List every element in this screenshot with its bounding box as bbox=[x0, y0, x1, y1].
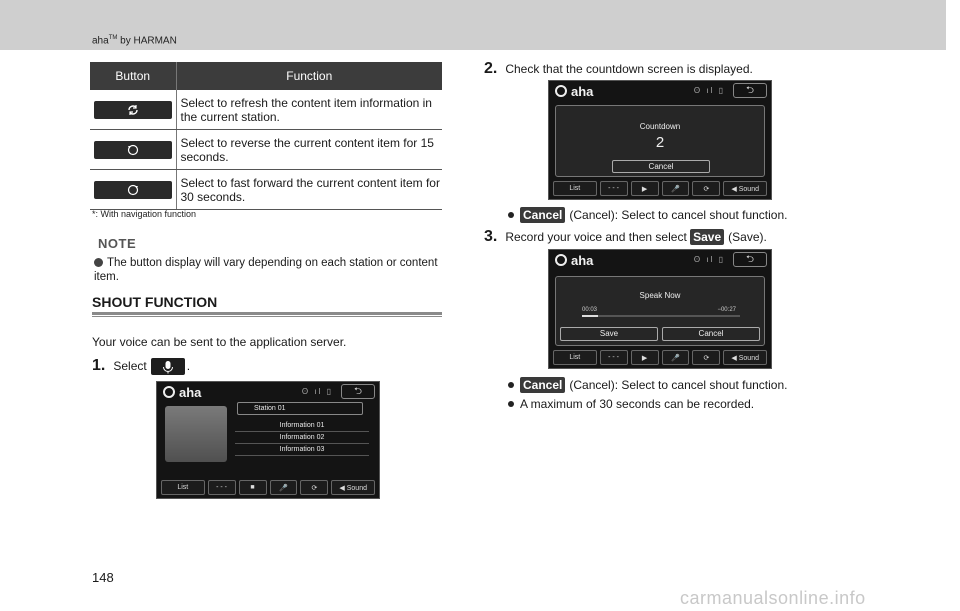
bullet-icon bbox=[508, 401, 514, 407]
info-line: Information 01 bbox=[235, 420, 369, 432]
list-button[interactable]: List bbox=[161, 480, 205, 495]
speak-dialog bbox=[555, 276, 765, 346]
dash-button[interactable]: - - - bbox=[600, 350, 628, 365]
station-screen bbox=[156, 381, 380, 499]
step-2: 2. Check that the countdown screen is displayed. bbox=[484, 60, 753, 77]
function-text: Select to refresh the content item information in the current station. bbox=[176, 90, 442, 130]
sound-button[interactable]: ◀ Sound bbox=[723, 181, 767, 196]
cancel-button[interactable]: Cancel bbox=[612, 160, 710, 173]
step-3: 3. Record your voice and then select Save (Save). bbox=[484, 228, 767, 245]
back-button[interactable]: ⮌ bbox=[733, 252, 767, 267]
cancel-tag: Cancel bbox=[520, 207, 565, 223]
bullet-icon bbox=[508, 382, 514, 388]
section-intro: Your voice can be sent to the application server. bbox=[92, 335, 347, 349]
status-icons: ʘ ıl ▯ bbox=[693, 255, 725, 264]
cancel-button[interactable]: Cancel bbox=[662, 327, 760, 341]
dash-button[interactable]: - - - bbox=[600, 181, 628, 196]
status-icons: ʘ ıl ▯ bbox=[301, 387, 333, 396]
countdown-number: 2 bbox=[655, 134, 665, 151]
section-divider bbox=[92, 312, 442, 315]
dialog-title: Countdown bbox=[639, 122, 681, 131]
footnote: *: With navigation function bbox=[92, 209, 197, 219]
mic-icon bbox=[151, 358, 185, 375]
station-name[interactable]: Station 01 bbox=[237, 402, 363, 415]
aha-logo: aha bbox=[555, 253, 593, 268]
refresh-button[interactable]: ⟳ bbox=[300, 480, 328, 495]
countdown-screen bbox=[548, 80, 772, 200]
table-row bbox=[90, 90, 442, 130]
station-artwork bbox=[165, 406, 227, 462]
status-icons: ʘ ıl ▯ bbox=[693, 86, 725, 95]
play-button[interactable]: ▶ bbox=[631, 181, 659, 196]
remaining-time: −00:27 bbox=[717, 307, 736, 313]
elapsed-time: 00:03 bbox=[582, 307, 598, 313]
info-line: Information 02 bbox=[235, 432, 369, 444]
max-duration-bullet: A maximum of 30 seconds can be recorded. bbox=[508, 397, 754, 411]
watermark: carmanualsonline.info bbox=[680, 588, 866, 608]
col-header-function: Function bbox=[176, 62, 442, 90]
col-header-button: Button bbox=[90, 62, 176, 90]
mic-button[interactable]: 🎤 bbox=[270, 480, 298, 495]
sound-button[interactable]: ◀ Sound bbox=[331, 480, 375, 495]
save-tag: Save bbox=[690, 229, 724, 245]
stop-button[interactable]: ■ bbox=[239, 480, 267, 495]
progress-track bbox=[582, 315, 740, 317]
back-button[interactable]: ⮌ bbox=[341, 384, 375, 399]
note-title: NOTE bbox=[98, 236, 137, 251]
refresh-icon bbox=[94, 101, 172, 119]
speak-now-screen bbox=[548, 249, 772, 369]
function-text: Select to reverse the current content item for 15 seconds. bbox=[176, 130, 442, 170]
refresh-button[interactable]: ⟳ bbox=[692, 181, 720, 196]
countdown-dialog bbox=[555, 105, 765, 177]
function-text: Select to fast forward the current content item for 30 seconds. bbox=[176, 170, 442, 210]
cancel-tag: Cancel bbox=[520, 377, 565, 393]
note-body: The button display will vary depending on each station or content item. bbox=[94, 257, 438, 283]
page-number: 148 bbox=[92, 570, 114, 585]
sound-button[interactable]: ◀ Sound bbox=[723, 350, 767, 365]
rewind-15-icon bbox=[94, 141, 172, 159]
dash-button[interactable]: - - - bbox=[208, 480, 236, 495]
cancel-bullet-2: Cancel (Cancel): Select to cancel shout function. bbox=[508, 377, 787, 393]
list-button[interactable]: List bbox=[553, 350, 597, 365]
button-function-table bbox=[90, 62, 442, 210]
header-title: aha™ by HARMAN bbox=[92, 35, 177, 47]
aha-logo: aha bbox=[555, 84, 593, 99]
progress-fill bbox=[582, 315, 598, 317]
forward-30-icon bbox=[94, 181, 172, 199]
table-row bbox=[90, 130, 442, 170]
back-button[interactable]: ⮌ bbox=[733, 83, 767, 98]
save-button[interactable]: Save bbox=[560, 327, 658, 341]
refresh-button[interactable]: ⟳ bbox=[692, 350, 720, 365]
bullet-icon bbox=[508, 212, 514, 218]
aha-logo: aha bbox=[163, 385, 201, 400]
section-title: SHOUT FUNCTION bbox=[92, 294, 218, 310]
cancel-bullet-1: Cancel (Cancel): Select to cancel shout function. bbox=[508, 207, 787, 223]
list-button[interactable]: List bbox=[553, 181, 597, 196]
mic-button[interactable]: 🎤 bbox=[662, 181, 690, 196]
bullet-icon bbox=[94, 258, 103, 267]
info-line: Information 03 bbox=[235, 444, 369, 456]
play-button[interactable]: ▶ bbox=[631, 350, 659, 365]
mic-button[interactable]: 🎤 bbox=[662, 350, 690, 365]
table-row bbox=[90, 170, 442, 210]
dialog-title: Speak Now bbox=[639, 291, 681, 300]
step-1: 1. Select . bbox=[92, 357, 191, 374]
